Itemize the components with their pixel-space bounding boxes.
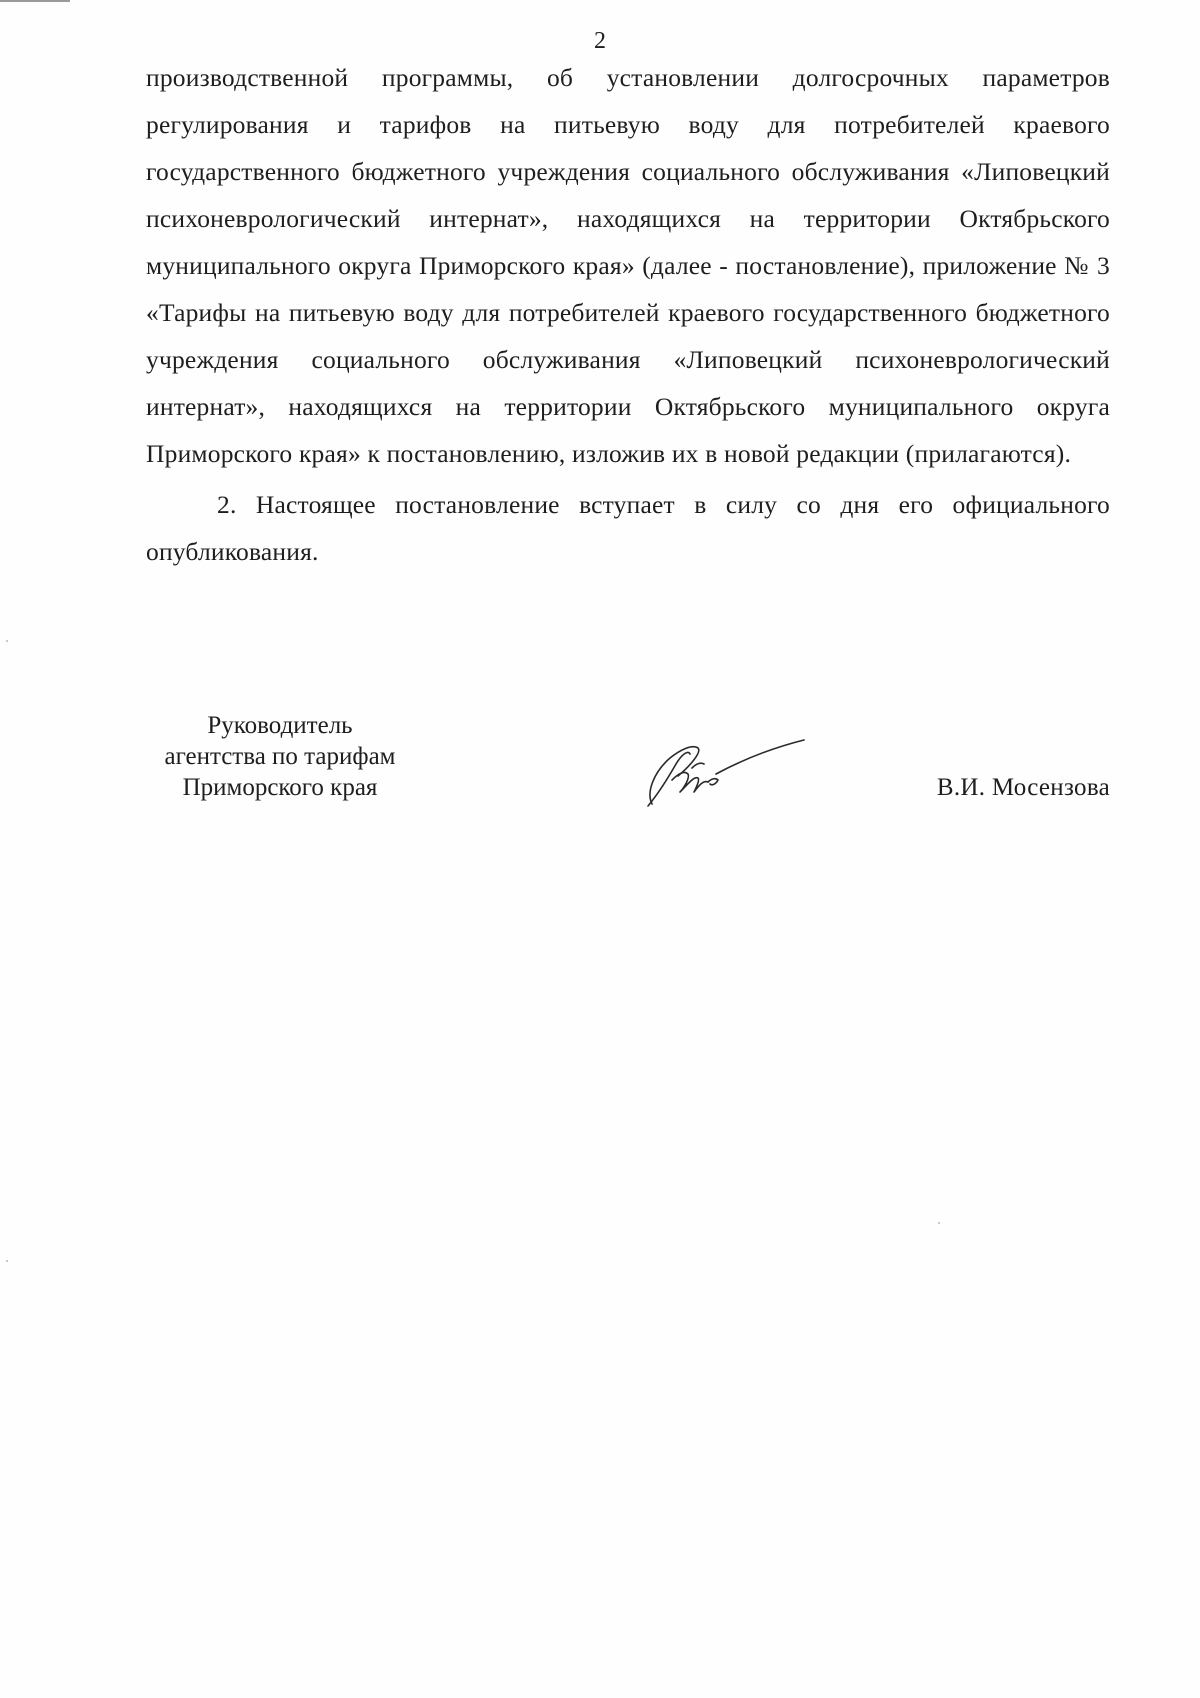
paragraph-item-2: 2. Настоящее постановление вступает в силу со дня его официального опубликования. bbox=[146, 490, 1110, 566]
signatory-position bbox=[146, 710, 414, 803]
scan-speck bbox=[938, 1222, 940, 1224]
signatory-position-line-1: Руководитель bbox=[207, 712, 353, 739]
paragraph-continuation: производственной программы, об установлении долгосрочных параметров регулирования и тарифов на питьевую воду для потребителей краевого государственного бюджетного учреждения социального обслуживания «Липовецкий психоневрологический интернат», находящихся на территории Октябрьского муниципального округа Приморского края» (далее - постановление), приложение № 3 «Тарифы на питьевую воду для потребителей краевого государственного бюджетного учреждения социального обслуживания «Липовецкий психоневрологический интернат», находящихся на территории Октябрьского муниципального округа Приморского края» к постановлению, изложив их в новой редакции (прилагаются). bbox=[146, 63, 1110, 468]
page-number: 2 bbox=[594, 28, 606, 54]
signatory-position-line-2: агентства по тарифам bbox=[164, 743, 396, 770]
signatory-position-line-3: Приморского края bbox=[182, 774, 378, 801]
scan-speck bbox=[6, 640, 8, 642]
scan-edge-mark bbox=[0, 0, 70, 2]
scan-speck bbox=[6, 1260, 8, 1262]
signature-block bbox=[146, 710, 1110, 820]
signatory-name: В.И. Мосензова bbox=[936, 774, 1110, 801]
handwritten-signature bbox=[632, 714, 812, 814]
document-body bbox=[146, 54, 1110, 575]
